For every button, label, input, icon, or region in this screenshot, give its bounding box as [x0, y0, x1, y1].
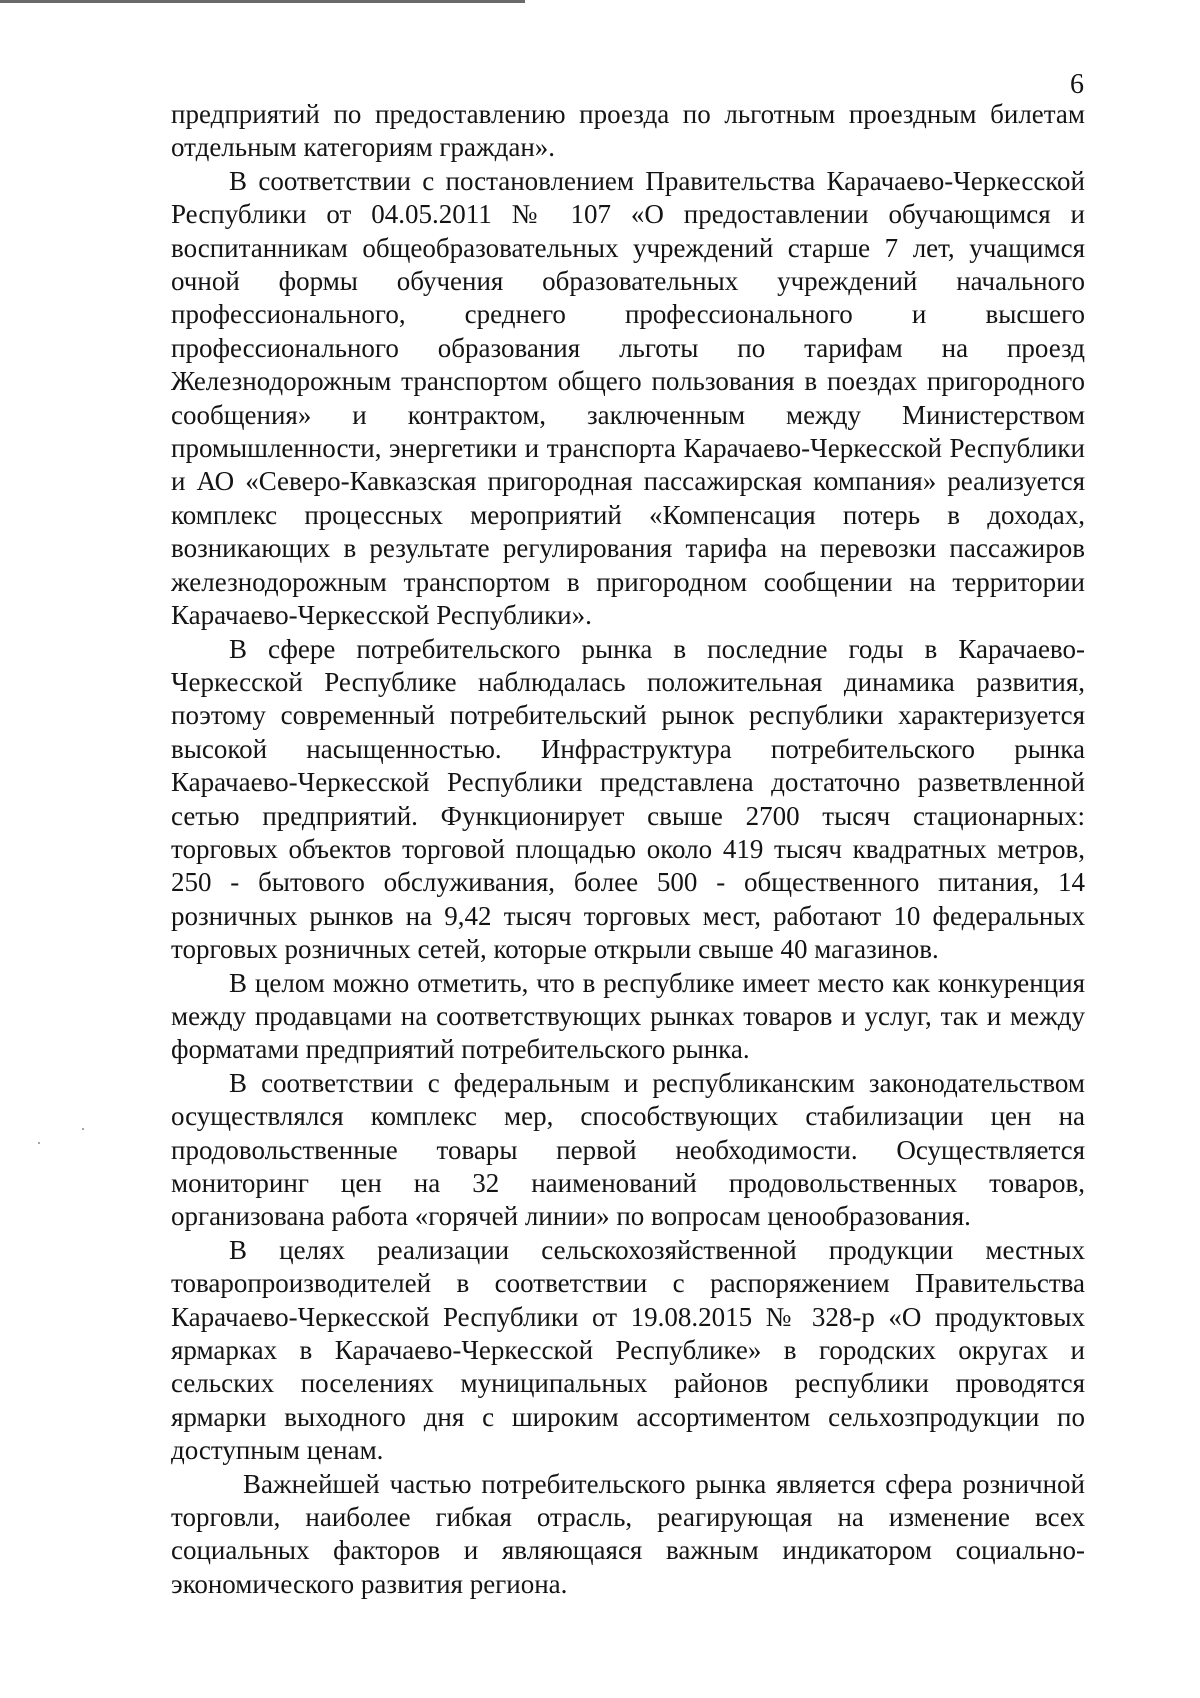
paragraph-consumer-market: В сфере потребительского рынка в последние годы в Карачаево-Черкесской Республике наблюдалась положительная динамика развития, поэтому современный потребительский рынок республики характеризуется высокой насыщенностью. Инфраструктура потребительского рынка Карачаево-Черкесской Республики представлена достаточно разветвленной сетью предприятий. Функционирует свыше 2700 тысяч стационарных: торговых объектов торговой площадью около 419 тысяч квадратных метров, 250 - бытового обслуживания, более 500 - общественного питания, 14 розничных рынков на 9,42 тысяч торговых мест, работают 10 федеральных торговых розничных сетей, которые открыли свыше 40 магазинов.	[171, 633, 1085, 965]
scan-edge-line	[0, 0, 525, 3]
paragraph-competition: В целом можно отметить, что в республике имеет место как конкуренция между продавцами на соответствующих рынках товаров и услуг, так и между форматами предприятий потребительского рынка.	[171, 967, 1085, 1065]
scan-speck	[38, 1142, 40, 1144]
paragraph-fairs: В целях реализации сельскохозяйственной продукции местных товаропроизводителей в соответствии с распоряжением Правительства Карачаево-Черкесской Республики от 19.08.2015 № 328-р «О продуктовых ярмарках в Карачаево-Черкесской Республике» в городских округах и сельских поселениях муниципальных районов республики проводятся ярмарки выходного дня с широким ассортиментом сельхозпродукции по доступным ценам.	[171, 1234, 1085, 1466]
paragraph-railway-benefits: В соответствии с постановлением Правительства Карачаево-Черкесской Республики от 04.05.2011 № 107 «О предоставлении обучающимся и воспитанникам общеобразовательных учреждений старше 7 лет, учащимся очной формы обучения образовательных учреждений начального профессионального, среднего профессионального и высшего профессионального образования льготы по тарифам на проезд Железнодорожным транспортом общего пользования в поездах пригородного сообщения» и контрактом, заключенным между Министерством промышленности, энергетики и транспорта Карачаево-Черкесской Республики и АО «Северо-Кавказская пригородная пассажирская компания» реализуется комплекс процессных мероприятий «Компенсация потерь в доходах, возникающих в результате регулирования тарифа на перевозки пассажиров железнодорожным транспортом в пригородном сообщении на территории Карачаево-Черкесской Республики».	[171, 165, 1085, 631]
paragraph-retail-trade: Важнейшей частью потребительского рынка является сфера розничной торговли, наиболее гибкая отрасль, реагирующая на изменение всех социальных факторов и являющаяся важным индикатором социально-экономического развития региона.	[171, 1468, 1085, 1599]
scan-speck	[82, 1128, 84, 1130]
paragraph-continuation: предприятий по предоставлению проезда по льготным проездным билетам отдельным категориям граждан».	[171, 99, 1085, 163]
paragraph-price-stabilization: В соответствии с федеральным и республиканским законодательством осуществлялся комплекс мер, способствующих стабилизации цен на продовольственные товары первой необходимости. Осуществляется мониторинг цен на 32 наименований продовольственных товаров, организована работа «горячей линии» по вопросам ценообразования.	[171, 1067, 1085, 1232]
page-number: 6	[1070, 69, 1084, 100]
document-body	[171, 98, 1085, 1601]
